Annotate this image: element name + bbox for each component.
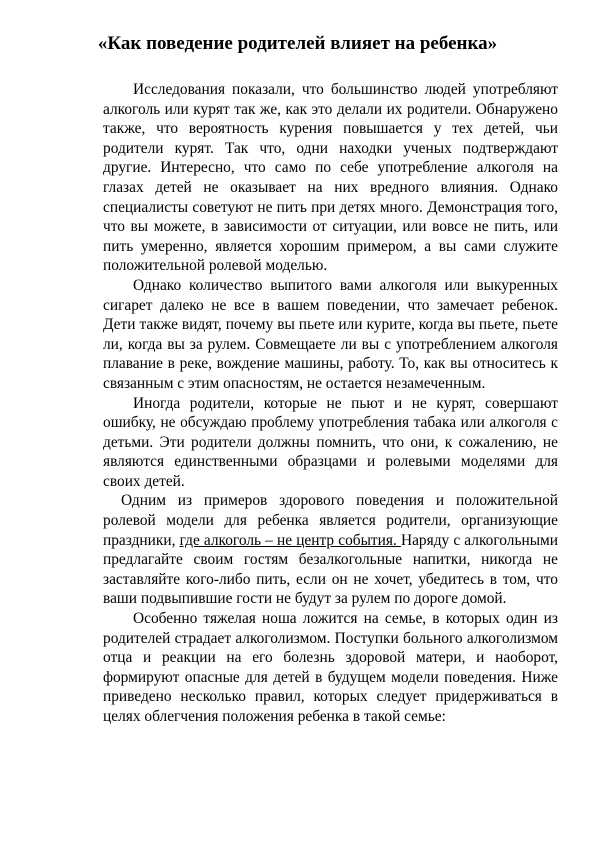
- document-title: «Как поведение родителей влияет на ребенка»: [97, 33, 498, 54]
- paragraph-1: Исследования показали, что большинство людей употребляют алкоголь или курят так же, как это делали их родители. Обнаружено также, что вероятность курения повышается у тех детей, чьи родители курят. Так что, одни находки ученых подтверждают другие. Интересно, что само по себе употребление алкоголя на глазах детей не оказывает на них вредного влияния. Однако специалисты советуют не пить при детях много. Демонстрация того, что вы можете, в зависимости от ситуации, или вовсе не пить, или пить умеренно, является хорошим примером, а вы сами служите положительной ролевой моделью.: [103, 81, 558, 275]
- paragraph-4-underlined-text: где алкоголь – не центр события.: [179, 531, 401, 549]
- paragraph-4-text-after: Наряду с алкогольными предлагайте своим гостям безалкогольные напитки, никогда не заставляйте кого-либо пить, если он не хочет, убедитесь в том, что ваши подвыпившие гости не будут за рулем по дороге домой.: [103, 531, 559, 608]
- paragraph-2: Однако количество выпитого вами алкоголя или выкуренных сигарет далеко не все в вашем поведении, что замечает ребенок. Дети также видят, почему вы пьете или курите, когда вы пьете, пьете ли, когда вы за рулем. Совмещаете ли вы с употреблением алкоголя плавание в реке, вождение машины, работу. То, как вы относитесь к связанным с этим опасностям, не остается незамеченным.: [103, 276, 558, 392]
- paragraph-5: Особенно тяжелая ноша ложится на семье, в которых один из родителей страдает алкоголизмом. Поступки больного алкоголизмом отца и реакции на его болезнь здоровой матери, и наоборот, формируют опасные для детей в будущем модели поведения. Ниже приведено несколько правил, которых следует придерживаться в целях облегчения положения ребенка в такой семье:: [103, 610, 558, 725]
- document-body: [103, 80, 558, 727]
- paragraph-4-text-before: Одним из примеров здорового поведения и положительной ролевой модели для ребенка является родители, организующие праздники,: [103, 492, 558, 549]
- paragraph-4: [103, 491, 558, 609]
- paragraph-3: Иногда родители, которые не пьют и не курят, совершают ошибку, не обсуждаю проблему употребления табака или алкоголя с детьми. Эти родители должны помнить, что они, к сожалению, не являются единственными образцами и ролевыми моделями для своих детей.: [103, 394, 558, 490]
